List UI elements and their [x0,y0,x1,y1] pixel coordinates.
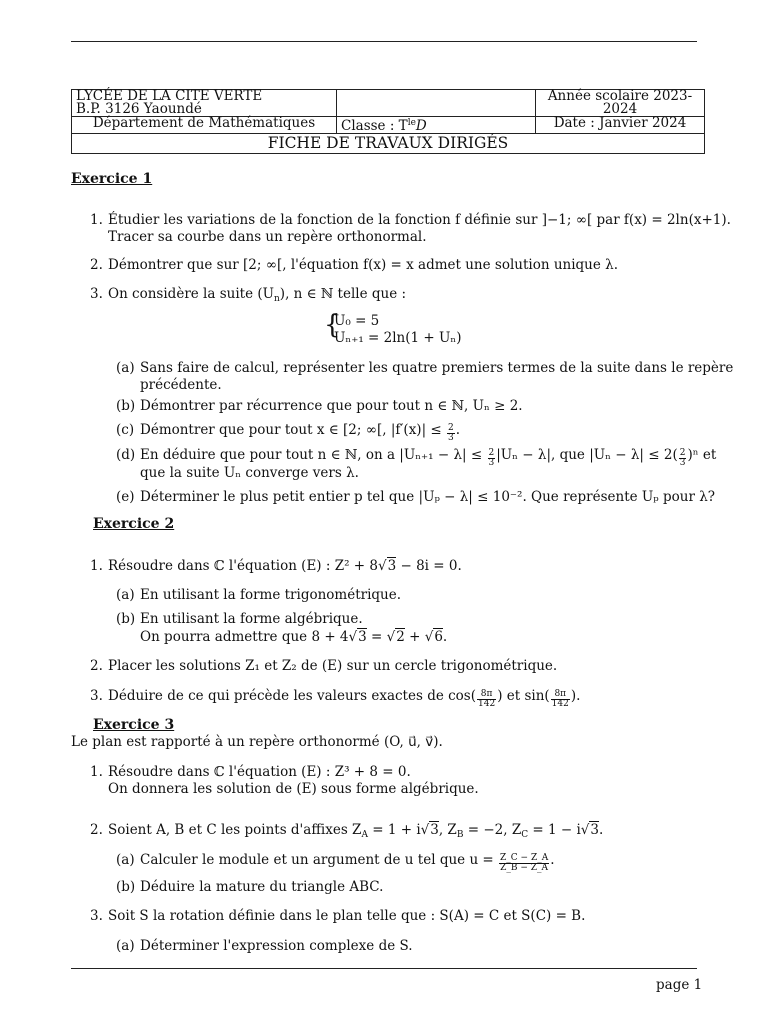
ex2-q3-fraction-2 [551,690,570,709]
ex2-b-hint-post: . [442,629,448,645]
ex1-d-frac2-den: 3 [679,458,686,468]
ex2-q3-frac1-den: 142 [478,699,496,709]
date: Date : Janvier 2024 [553,115,687,131]
ex2-b-hint-r1: 3 [358,629,367,645]
ex2-q1-number: 1. [90,558,103,574]
ex3-q2-r2: 3 [590,822,599,838]
ex2-q3-post: ). [570,688,581,704]
header-table [71,89,705,154]
ex2-q2-number: 2. [90,658,103,674]
ex2-q3-mid: ) et sin( [497,688,550,704]
school-year: Année scolaire 2023-2024 [547,88,693,117]
school-address: B.P. 3126 Yaoundé [76,101,202,117]
ex1-q1-line1: Étudier les variations de la fonction de la fonction f définie sur ]−1; ∞[ par f(x) = 2ln(x+1). [108,212,731,228]
ex3-q2-m4: = 1 − i√ [528,822,590,838]
ex2-q1-text [108,558,462,574]
ex3-q2-pre: Soient A, B et C les points d'affixes Z [108,822,362,838]
ex1-q3-number: 3. [90,286,103,302]
ex1-c-text [140,422,460,443]
ex1-b-number: (b) [116,398,136,414]
department-cell [72,117,337,134]
ex2-q3-pre: Déduire de ce qui précède les valeurs exactes de cos( [108,688,476,704]
sequence-initial: U₀ = 5 [334,313,380,329]
ex3-q2-m2: , Z [438,822,457,838]
ex3-a-number: (a) [116,852,135,868]
ex1-q2-text: Démontrer que sur [2; ∞[, l'équation f(x) = x admet une solution unique λ. [108,257,618,273]
ex3-q2-m3: = −2, Z [463,822,522,838]
ex1-d-pre: En déduire que pour tout n ∈ ℕ, on a |Uₙ₊₁ − λ| ≤ [140,447,483,463]
ex1-d-number: (d) [116,447,136,463]
ex2-b-hint [140,629,447,645]
ex1-q1-number: 1. [90,212,103,228]
ex1-c-frac-den: 3 [448,433,454,443]
ex1-d-line2: que la suite Uₙ converge vers λ. [140,465,359,481]
ex3-a-post: . [550,852,555,868]
ex3-q2-sub-c: C [521,830,529,840]
ex1-a-number: (a) [116,360,135,376]
ex2-a-text: En utilisant la forme trigonométrique. [140,587,402,603]
exercise-1-title: Exercice 1 [71,171,153,187]
ex1-q2-number: 2. [90,257,103,273]
ex1-q1-line2: Tracer sa courbe dans un repère orthonormal. [108,229,427,245]
exercise-2-title: Exercice 2 [93,516,175,532]
ex2-b-hint-mid2: + √ [404,629,434,645]
ex2-q3-text [108,688,580,709]
ex1-q3-text [108,286,406,304]
ex3-q1-number: 1. [90,764,103,780]
ex2-q3-frac1-num: 8π [477,690,496,700]
ex1-q3-pre: On considère la suite (U [108,286,274,302]
ex3-c-text: Déterminer l'expression complexe de S. [140,938,413,954]
ex3-q1-line2: On donnera les solution de (E) sous forme algébrique. [108,781,479,797]
top-rule [71,41,697,42]
ex3-a-frac-den: Z_B − Z_A [500,863,549,873]
ex1-c-frac-num: 2 [448,423,454,433]
ex1-c-number: (c) [116,422,135,438]
ex3-q2-sub-b: B [456,830,464,840]
ex2-b-hint-pre: On pourra admettre que 8 + 4√ [140,629,358,645]
bottom-rule [71,968,697,969]
ex1-b-text: Démontrer par récurrence que pour tout n ∈ ℕ, Uₙ ≥ 2. [140,398,523,414]
ex3-q3-text: Soit S la rotation définie dans le plan telle que : S(A) = C et S(C) = B. [108,908,586,924]
ex2-q3-frac2-den: 142 [551,699,569,709]
ex1-a-line2: précédente. [140,377,222,393]
school-name: LYCÉE DE LA CITE VERTE [76,88,263,104]
ex1-c-fraction [447,424,455,443]
ex1-q3-post: ), n ∈ ℕ telle que : [279,286,407,302]
ex2-a-number: (a) [116,587,135,603]
ex3-q2-sub-a: A [361,830,368,840]
ex3-q3-number: 3. [90,908,103,924]
ex3-b-text: Déduire la mature du triangle ABC. [140,879,384,895]
ex3-a-text [140,852,555,873]
ex3-q2-post: . [599,822,604,838]
page-title: FICHE DE TRAVAUX DIRIGÉS [267,134,509,152]
ex2-q1-pre: Résoudre dans ℂ l'équation (E) : Z² + 8√ [108,558,387,574]
ex1-d-fraction-2 [679,449,687,468]
ex2-b-hint-r3: 6 [434,629,443,645]
ex1-d-fraction-1 [488,449,496,468]
ex3-q2-m1: = 1 + i√ [367,822,430,838]
ex3-a-fraction [499,854,549,873]
title-cell [72,134,705,154]
ex2-q2-text: Placer les solutions Z₁ et Z₂ de (E) sur un cercle trigonométrique. [108,658,558,674]
ex3-q2-text [108,822,603,840]
ex2-b-hint-mid: = √ [366,629,396,645]
school-cell [72,90,337,117]
class-label: Classe : T [341,118,408,134]
exercise-3-title: Exercice 3 [93,717,175,733]
ex2-q3-frac2-num: 8π [551,690,570,700]
page-number: page 1 [656,977,703,993]
ex3-b-number: (b) [116,879,136,895]
ex1-d-post: )ⁿ et [687,447,717,463]
ex1-e-text: Déterminer le plus petit entier p tel que |Uₚ − λ| ≤ 10⁻². Que représente Uₚ pour λ? [140,489,715,505]
ex1-c-post: . [455,422,461,438]
sequence-recurrence: Uₙ₊₁ = 2ln(1 + Uₙ) [334,330,462,346]
ex1-d-mid: |Uₙ − λ|, que |Uₙ − λ| ≤ 2( [496,447,678,463]
class-sup: le [407,118,416,128]
class-cell [337,117,536,134]
ex1-d-frac1-den: 3 [488,458,495,468]
ex1-q3-sub: n [274,294,280,304]
ex2-q1-rad: 3 [387,558,397,574]
ex3-a-pre: Calculer le module et un argument de u tel que u = [140,852,494,868]
ex1-a-line1: Sans faire de calcul, représenter les quatre premiers termes de la suite dans le repère [140,360,734,376]
ex3-a-frac-num: Z_C − Z_A [500,853,549,863]
ex3-q1-line1: Résoudre dans ℂ l'équation (E) : Z³ + 8 = 0. [108,764,411,780]
ex3-intro: Le plan est rapporté à un repère orthonormé (O, u⃗, v⃗). [71,734,443,750]
ex2-b-hint-r2: 2 [396,629,405,645]
ex2-b-text: En utilisant la forme algébrique. [140,611,363,627]
ex2-q3-fraction-1 [477,690,496,709]
ex2-q1-post: − 8i = 0. [396,558,462,574]
department: Département de Mathématiques [92,115,316,131]
ex1-d-frac1-num: 2 [488,448,495,458]
year-cell [536,90,705,117]
ex3-q2-r1: 3 [430,822,439,838]
ex1-c-pre: Démontrer que pour tout x ∈ [2; ∞[, |f′(x)| ≤ [140,422,442,438]
ex3-q2-number: 2. [90,822,103,838]
empty-cell [337,90,536,117]
ex1-e-number: (e) [116,489,135,505]
system-brace: { [324,310,341,340]
ex2-q3-number: 3. [90,688,103,704]
ex2-b-number: (b) [116,611,136,627]
ex1-d-frac2-num: 2 [679,448,686,458]
ex3-c-number: (a) [116,938,135,954]
date-cell [536,117,705,134]
class-letter: D [415,118,427,134]
